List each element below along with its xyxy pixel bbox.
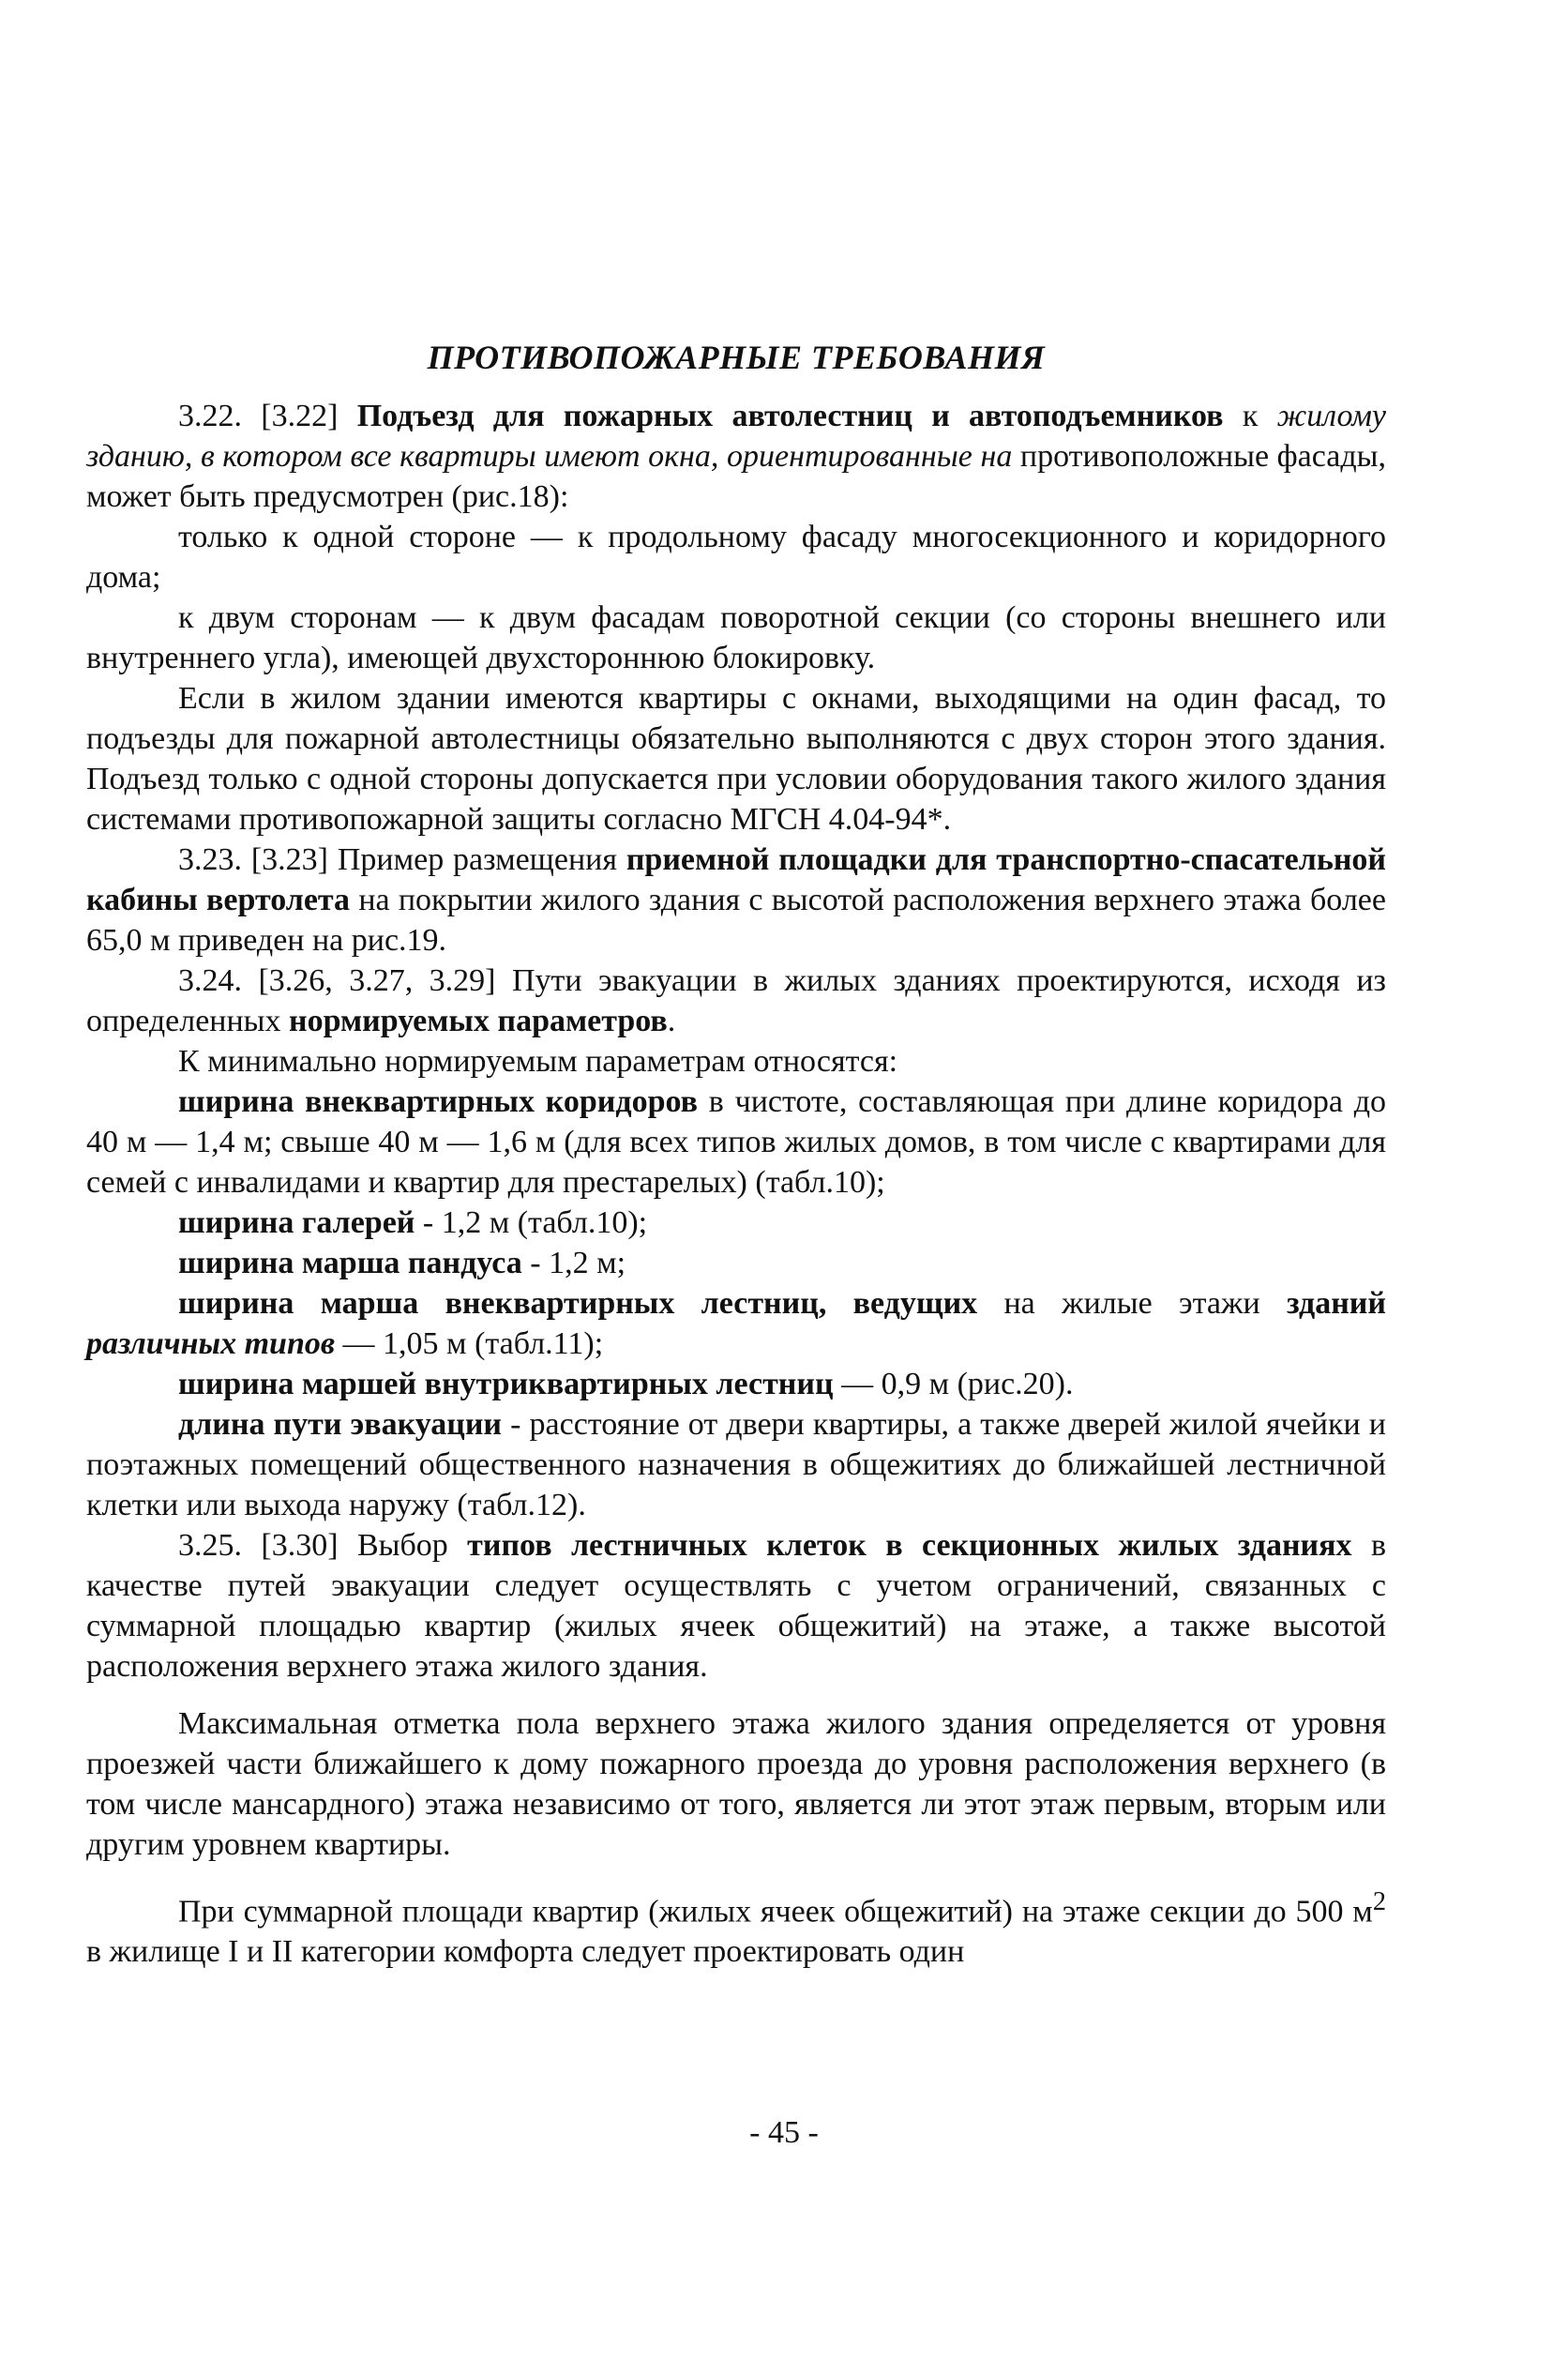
paragraph-inner-stair-width xyxy=(86,1364,1386,1404)
paragraph-3-22 xyxy=(86,396,1386,517)
paragraph-one-facade: Если в жилом здании имеются квартиры с окнами, выходящими на один фасад, то подъезды для пожарной автолестницы обязательно выполняются с двух сторон этого здания. Подъезд только с одной стороны допускается при условии оборудования такого жилого здания системами противопожарной защиты согласно МГСН 4.04-94*. xyxy=(86,681,1386,837)
page-heading: ПРОТИВОПОЖАРНЫЕ ТРЕБОВАНИЯ xyxy=(427,339,1046,376)
bold-term: ширина марша внеквартирных лестниц, xyxy=(178,1286,827,1321)
clause-number: 3.22. [3.22] xyxy=(178,399,357,433)
bold-italic-term: различных типов xyxy=(86,1326,336,1361)
paragraph-evacuation-length xyxy=(86,1404,1386,1525)
clause-number: 3.24. [3.26, 3.27, 3.29] Пути эвакуации в жилых зданиях проектируются, исходя из определенных xyxy=(86,963,1386,1038)
text-run: — 1,05 м (табл.11); xyxy=(335,1326,604,1361)
text-run: на покрытии жилого здания с высотой расположения верхнего этажа более 65,0 м приведен на рис.19. xyxy=(86,883,1386,958)
bold-term: типов лестничных клеток в секционных жилых зданиях xyxy=(467,1528,1352,1563)
bold-term: ширина маршей внутриквартирных лестниц xyxy=(178,1367,834,1401)
bold-term: ширина внеквартирных коридоров xyxy=(178,1084,698,1119)
bold-term: ширина марша пандуса xyxy=(178,1246,522,1280)
bold-term: ведущих xyxy=(852,1286,978,1321)
paragraph-ramp-width xyxy=(86,1243,1386,1283)
text-run: к xyxy=(1223,399,1277,433)
paragraph-3-24 xyxy=(86,961,1386,1041)
paragraph-3-23 xyxy=(86,840,1386,961)
italic-run: жилому зданию, в котором все квартиры имеют окна, ориентированные на xyxy=(86,399,1386,474)
paragraph-two-sides: к двум сторонам — к двум фасадам поворотной секции (со стороны внешнего или внутреннего угла), имеющей двухстороннюю блокировку. xyxy=(86,600,1386,675)
clause-number: 3.23. [3.23] Пример размещения xyxy=(178,842,626,877)
text-run: на жилые этажи xyxy=(977,1286,1287,1321)
bold-term: Подъезд для пожарных автолестниц и автоподъемников xyxy=(356,399,1224,433)
bold-term: приемной площадки для транспортно-спасательной кабины вертолета xyxy=(86,842,1386,917)
text-run: противоположные фасады, может быть предусмотрен (рис.18): xyxy=(86,439,1386,514)
paragraph-stair-width xyxy=(86,1283,1386,1364)
bold-term: зданий xyxy=(1286,1286,1386,1321)
text-run: в жилище I и II категории комфорта следует проектировать один xyxy=(86,1934,965,1970)
superscript: 2 xyxy=(1372,1887,1386,1916)
text-run: - расстояние от двери квартиры, а также дверей жилой ячейки и поэтажных помещений общественного назначения в общежитиях до ближайшей лестничной клетки или выхода наружу (табл.12). xyxy=(86,1407,1386,1522)
text-run: - 1,2 м (табл.10); xyxy=(415,1205,648,1240)
paragraph-3-25 xyxy=(86,1525,1386,1687)
paragraph-total-area xyxy=(86,1882,1386,1972)
text-run: - 1,2 м; xyxy=(521,1246,626,1280)
text-run: — 0,9 м (рис.20). xyxy=(833,1367,1074,1401)
paragraph-gallery-width xyxy=(86,1203,1386,1243)
bold-term: ширина галерей xyxy=(178,1205,415,1240)
clause-number: 3.25. [3.30] Выбор xyxy=(178,1528,468,1563)
text-run: в чистоте, составляющая при длине коридора до 40 м — 1,4 м; свыше 40 м — 1,6 м (для всех типов жилых домов, в том числе с квартирами для семей с инвалидами и квартир для престарелых) (табл.10); xyxy=(86,1084,1387,1200)
page-number: - 45 - xyxy=(749,2115,819,2150)
paragraph-one-side: только к одной стороне — к продольному фасаду многосекционного и коридорного дома; xyxy=(86,520,1386,595)
bold-term: нормируемых параметров xyxy=(289,1004,668,1038)
paragraph-corridor-width xyxy=(86,1082,1386,1203)
paragraph-min-params: К минимально нормируемым параметрам относятся: xyxy=(178,1044,898,1079)
text-run xyxy=(826,1286,852,1321)
bold-term: длина пути эвакуации xyxy=(178,1407,503,1442)
text-run: . xyxy=(667,1004,676,1038)
text-run: в качестве путей эвакуации следует осуществлять с учетом ограничений, связанных с суммарной площадью квартир (жилых ячеек общежитий) на этаже, а также высотой расположения верхнего этажа жилого здания. xyxy=(86,1528,1386,1684)
document-page xyxy=(86,338,1386,1972)
text-run: При суммарной площади квартир (жилых ячеек общежитий) на этаже секции до 500 м xyxy=(178,1894,1373,1930)
paragraph-max-floor-level: Максимальная отметка пола верхнего этажа жилого здания определяется от уровня проезжей части ближайшего к дому пожарного проезда до уровня расположения верхнего (в том числе мансардного) этажа независимо от того, является ли этот этаж первым, вторым или другим уровнем квартиры. xyxy=(86,1706,1386,1862)
